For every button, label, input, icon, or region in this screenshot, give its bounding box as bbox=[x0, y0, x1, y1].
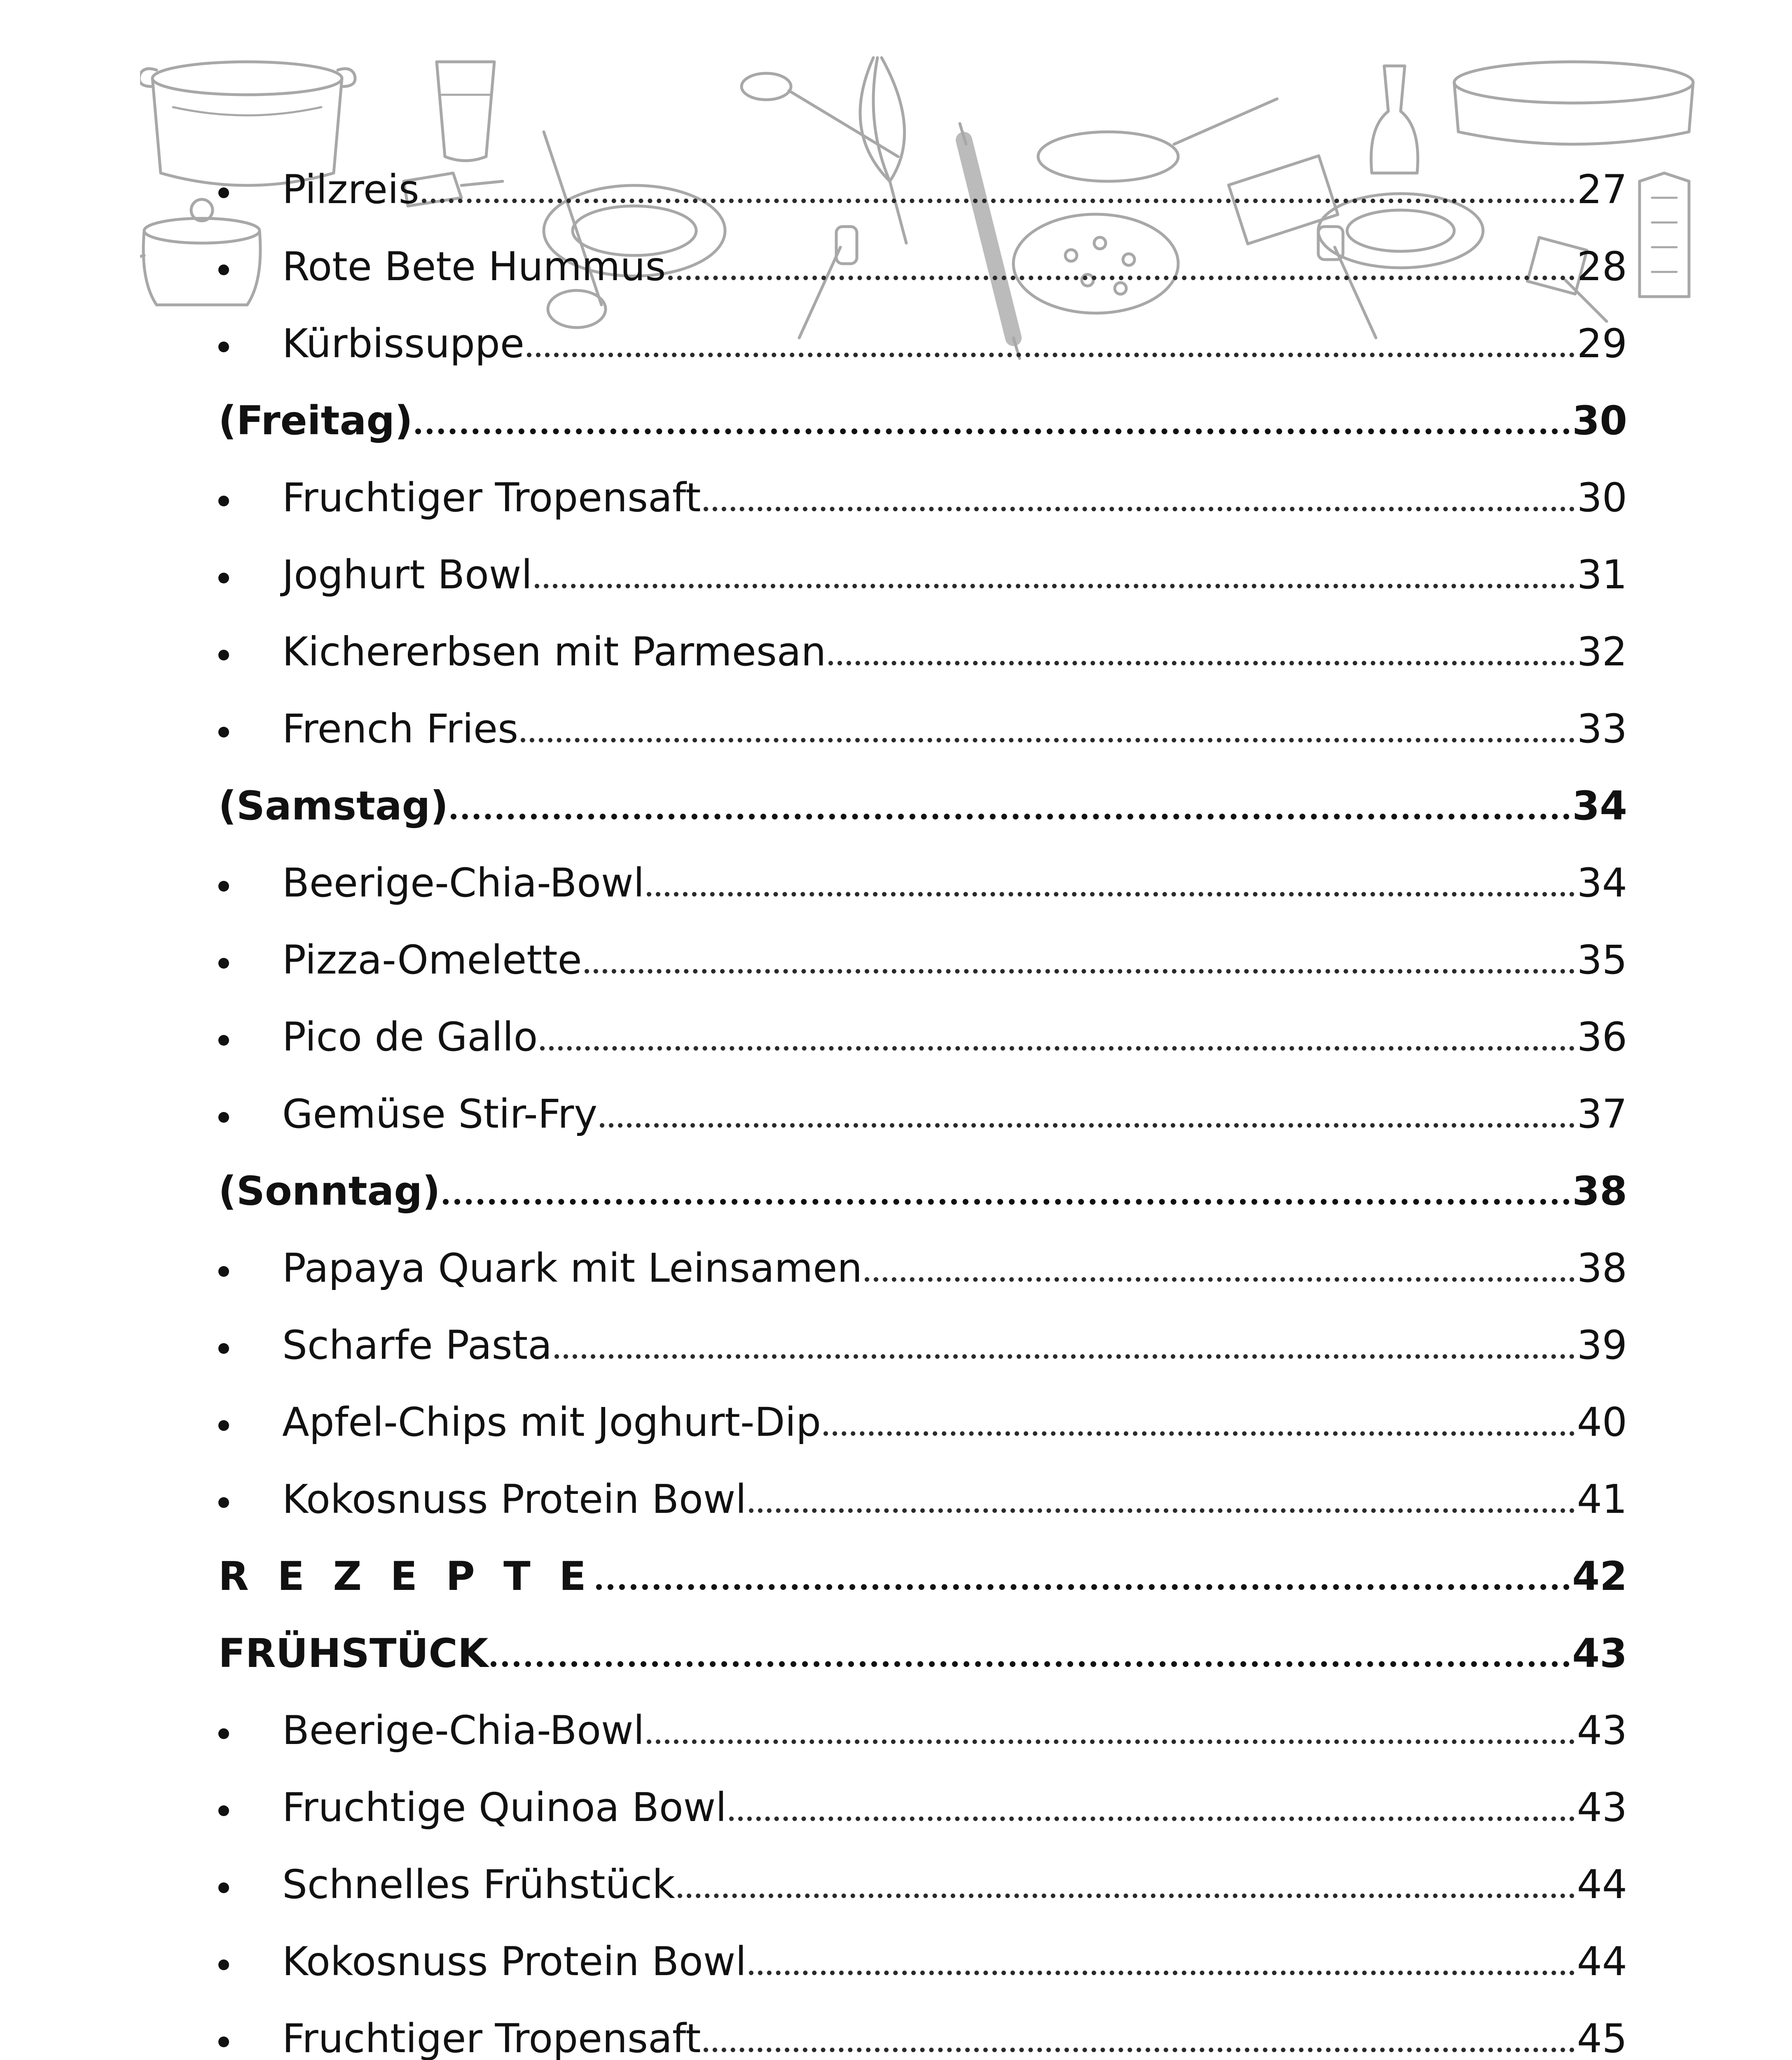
toc-entry[interactable] bbox=[218, 319, 1627, 396]
toc-page-number: 44 bbox=[1577, 1938, 1627, 1985]
bullet-icon bbox=[218, 1343, 229, 1354]
toc-entry[interactable] bbox=[218, 1937, 1627, 2014]
toc-entry-title: Rote Bete Hummus bbox=[282, 243, 666, 290]
toc-page-number: 34 bbox=[1577, 860, 1627, 906]
grater-icon bbox=[1640, 173, 1689, 297]
toc-page-number: 45 bbox=[1577, 2016, 1627, 2060]
toc-page-number: 42 bbox=[1572, 1553, 1627, 1599]
table-of-contents bbox=[218, 165, 1627, 2060]
toc-entry[interactable] bbox=[218, 627, 1627, 704]
toc-entry[interactable] bbox=[218, 550, 1627, 627]
bullet-icon bbox=[218, 650, 229, 660]
toc-entry-title: Kichererbsen mit Parmesan bbox=[282, 629, 826, 675]
dot-leader bbox=[491, 1653, 1570, 1667]
toc-entry[interactable] bbox=[218, 1398, 1627, 1475]
dot-leader bbox=[585, 961, 1574, 974]
toc-entry[interactable] bbox=[218, 1089, 1627, 1166]
dot-leader bbox=[600, 1115, 1574, 1128]
toc-entry[interactable] bbox=[218, 1243, 1627, 1320]
toc-page-number: 35 bbox=[1577, 937, 1627, 983]
toc-entry-title: Fruchtige Quinoa Bowl bbox=[282, 1784, 727, 1831]
toc-entry-title: Scharfe Pasta bbox=[282, 1322, 552, 1368]
toc-page-number: 27 bbox=[1577, 166, 1627, 213]
toc-entry-title: Apfel-Chips mit Joghurt-Dip bbox=[282, 1399, 821, 1445]
bullet-icon bbox=[218, 265, 229, 275]
toc-entry[interactable] bbox=[218, 165, 1627, 242]
toc-page-number: 34 bbox=[1572, 783, 1627, 829]
cake-tin-icon bbox=[1454, 62, 1693, 144]
dot-leader bbox=[540, 1038, 1574, 1051]
toc-page-number: 37 bbox=[1577, 1091, 1627, 1137]
bullet-icon bbox=[218, 1112, 229, 1123]
dot-leader bbox=[521, 730, 1574, 742]
toc-page-number: 28 bbox=[1577, 243, 1627, 290]
dot-leader bbox=[729, 1808, 1574, 1821]
toc-page-number: 29 bbox=[1577, 321, 1627, 367]
dot-leader bbox=[647, 884, 1574, 897]
toc-entry[interactable] bbox=[218, 1783, 1627, 1860]
toc-page-number: 43 bbox=[1577, 1707, 1627, 1753]
bullet-icon bbox=[218, 1420, 229, 1431]
toc-entry[interactable] bbox=[218, 242, 1627, 319]
toc-entry-title: Kokosnuss Protein Bowl bbox=[282, 1476, 746, 1522]
toc-entry-title: FRÜHSTÜCK bbox=[218, 1630, 489, 1676]
dot-leader bbox=[668, 267, 1574, 280]
toc-page-number: 43 bbox=[1572, 1630, 1627, 1676]
bullet-icon bbox=[218, 496, 229, 506]
dot-leader bbox=[415, 420, 1570, 434]
bullet-icon bbox=[218, 1728, 229, 1739]
toc-page-number: 40 bbox=[1577, 1399, 1627, 1445]
bullet-icon bbox=[218, 1805, 229, 1816]
toc-entry-title: Beerige-Chia-Bowl bbox=[282, 1707, 645, 1753]
toc-entry-title: R E Z E P T E bbox=[218, 1553, 594, 1599]
dot-leader bbox=[596, 1576, 1570, 1590]
toc-page-number: 36 bbox=[1577, 1014, 1627, 1060]
toc-entry[interactable] bbox=[218, 704, 1627, 781]
toc-page-number: 44 bbox=[1577, 1861, 1627, 1908]
toc-entry[interactable] bbox=[218, 1706, 1627, 1783]
bullet-icon bbox=[218, 573, 229, 583]
toc-page-number: 41 bbox=[1577, 1476, 1627, 1522]
toc-entry[interactable] bbox=[218, 858, 1627, 935]
dot-leader bbox=[749, 1500, 1574, 1513]
toc-entry-title: Fruchtiger Tropensaft bbox=[282, 2016, 701, 2060]
toc-entry[interactable] bbox=[218, 1475, 1627, 1552]
toc-entry[interactable] bbox=[218, 1320, 1627, 1398]
toc-page-number: 43 bbox=[1577, 1784, 1627, 1831]
dot-leader bbox=[647, 1731, 1574, 1744]
toc-entry-title: Beerige-Chia-Bowl bbox=[282, 860, 645, 906]
toc-entry-title: (Sonntag) bbox=[218, 1168, 440, 1214]
toc-entry-title: Fruchtiger Tropensaft bbox=[282, 475, 701, 521]
bullet-icon bbox=[218, 342, 229, 352]
toc-page-number: 31 bbox=[1577, 552, 1627, 598]
toc-section-heading[interactable] bbox=[218, 1166, 1627, 1243]
toc-page-number: 33 bbox=[1577, 706, 1627, 752]
toc-entry-title: Pilzreis bbox=[282, 166, 419, 213]
toc-entry[interactable] bbox=[218, 1012, 1627, 1089]
toc-entry-title: Gemüse Stir-Fry bbox=[282, 1091, 598, 1137]
toc-section-heading[interactable] bbox=[218, 1552, 1627, 1629]
toc-entry-title: Kokosnuss Protein Bowl bbox=[282, 1938, 746, 1985]
toc-entry-title: Kürbissuppe bbox=[282, 321, 524, 367]
toc-entry-title: French Fries bbox=[282, 706, 519, 752]
toc-page-number: 30 bbox=[1572, 398, 1627, 444]
bullet-icon bbox=[218, 2037, 229, 2047]
toc-page-number: 38 bbox=[1572, 1168, 1627, 1214]
toc-entry-title: Pico de Gallo bbox=[282, 1014, 538, 1060]
toc-entry-title: (Samstag) bbox=[218, 783, 449, 829]
toc-entry-title: (Freitag) bbox=[218, 398, 413, 444]
spoon-icon bbox=[742, 73, 898, 157]
bullet-icon bbox=[218, 187, 229, 198]
toc-entry-title: Joghurt Bowl bbox=[282, 552, 533, 598]
toc-page-number: 38 bbox=[1577, 1245, 1627, 1291]
dot-leader bbox=[443, 1191, 1570, 1205]
toc-entry-title: Pizza-Omelette bbox=[282, 937, 582, 983]
toc-entry[interactable] bbox=[218, 935, 1627, 1012]
toc-page-number: 30 bbox=[1577, 475, 1627, 521]
dot-leader bbox=[535, 576, 1574, 588]
bullet-icon bbox=[218, 727, 229, 737]
toc-entry-title: Schnelles Frühstück bbox=[282, 1861, 675, 1908]
toc-entry[interactable] bbox=[218, 473, 1627, 550]
bottle-icon bbox=[1371, 66, 1418, 173]
dot-leader bbox=[451, 805, 1570, 819]
toc-page-number: 39 bbox=[1577, 1322, 1627, 1368]
dot-leader bbox=[823, 1423, 1574, 1436]
dot-leader bbox=[828, 653, 1574, 665]
dot-leader bbox=[749, 1962, 1574, 1975]
dot-leader bbox=[865, 1269, 1574, 1282]
dot-leader bbox=[527, 344, 1574, 357]
dot-leader bbox=[704, 499, 1574, 511]
glass-icon bbox=[437, 62, 494, 161]
bullet-icon bbox=[218, 1882, 229, 1893]
dot-leader bbox=[554, 1346, 1574, 1359]
dot-leader bbox=[422, 190, 1574, 203]
toc-entry[interactable] bbox=[218, 2014, 1627, 2060]
bullet-icon bbox=[218, 1959, 229, 1970]
toc-section-heading[interactable] bbox=[218, 1629, 1627, 1706]
toc-section-heading[interactable] bbox=[218, 396, 1627, 473]
bullet-icon bbox=[218, 1266, 229, 1277]
bullet-icon bbox=[218, 881, 229, 892]
toc-page-number: 32 bbox=[1577, 629, 1627, 675]
bullet-icon bbox=[218, 1035, 229, 1046]
toc-section-heading[interactable] bbox=[218, 781, 1627, 858]
bullet-icon bbox=[218, 1497, 229, 1508]
bullet-icon bbox=[218, 958, 229, 969]
dot-leader bbox=[704, 2039, 1574, 2052]
toc-entry[interactable] bbox=[218, 1860, 1627, 1937]
dot-leader bbox=[678, 1885, 1574, 1898]
toc-entry-title: Papaya Quark mit Leinsamen bbox=[282, 1245, 863, 1291]
